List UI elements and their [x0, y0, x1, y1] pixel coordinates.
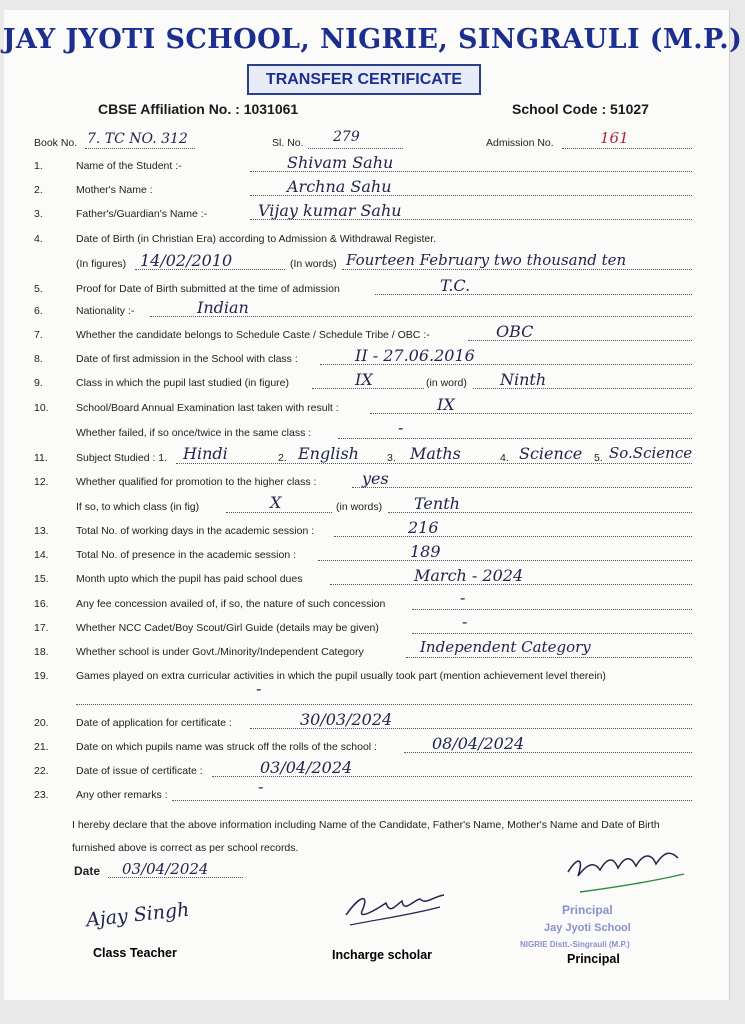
sl-value: 279: [333, 129, 360, 145]
field-number: 2.: [34, 184, 43, 196]
sub-label: If so, to which class (in fig): [76, 501, 200, 513]
field-label: Date of application for certificate :: [76, 717, 232, 729]
field-label: Games played on extra curricular activities in which the pupil usually took part (mention achievement level therein): [76, 670, 606, 682]
first-admission: II - 27.06.2016: [355, 346, 475, 365]
field-number: 10.: [34, 402, 49, 414]
field-number: 11.: [34, 452, 48, 464]
words-label: (In words): [290, 258, 337, 270]
field-number: 4.: [34, 233, 43, 245]
field-number: 15.: [34, 573, 49, 585]
school-category: Independent Category: [420, 638, 591, 656]
sl-label: Sl. No.: [272, 137, 304, 149]
affiliation-number: CBSE Affiliation No. : 1031061: [98, 101, 299, 117]
ncc-scout: -: [462, 612, 468, 631]
dues-paid-month: March - 2024: [414, 566, 524, 585]
dob-figures: 14/02/2010: [140, 251, 233, 270]
field-label: Date on which pupils name was struck off the rolls of the school :: [76, 741, 377, 753]
field-number: 12.: [34, 476, 49, 488]
field-label: Total No. of presence in the academic session :: [76, 549, 297, 561]
field-number: 5.: [34, 283, 43, 295]
stamp-address: NIGRIE Distt.-Singrauli (M.P.): [520, 940, 630, 949]
last-class-figure: IX: [355, 370, 373, 389]
last-exam: IX: [437, 395, 455, 414]
failed-value: -: [398, 418, 404, 437]
field-number: 20.: [34, 717, 49, 729]
sub-label: Whether failed, if so once/twice in the same class :: [76, 427, 312, 439]
subject-1: Hindi: [183, 444, 228, 463]
declaration-text: I hereby declare that the above information including Name of the Candidate, Father's Name, Mother's Name and Date of Birth furnished above is correct as per school records.: [72, 819, 660, 854]
principal-label: Principal: [567, 952, 620, 966]
subject-number: 2.: [278, 452, 287, 464]
sub-label: (in word): [426, 377, 467, 389]
field-label: Proof for Date of Birth submitted at the time of admission: [76, 283, 340, 295]
other-remarks: -: [258, 777, 264, 796]
subject-3: Maths: [410, 444, 461, 463]
class-teacher-signature: Ajay Singh: [85, 898, 191, 932]
field-number: 21.: [34, 741, 49, 753]
field-label: School/Board Annual Examination last taken with result :: [76, 402, 339, 414]
certificate-title: TRANSFER CERTIFICATE: [247, 64, 481, 95]
field-label: Date of first admission in the School with class :: [76, 353, 298, 365]
field-label: Father's/Guardian's Name :-: [76, 208, 208, 220]
book-value: 7. TC NO. 312: [87, 131, 188, 147]
field-number: 17.: [34, 622, 49, 634]
field-number: 8.: [34, 353, 43, 365]
subject-number: 4.: [500, 452, 509, 464]
field-number: 19.: [34, 670, 49, 682]
field-number: 16.: [34, 598, 49, 610]
field-label: Any other remarks :: [76, 789, 168, 801]
date-value: 03/04/2024: [122, 860, 209, 878]
book-label: Book No.: [34, 137, 78, 149]
student-name: Shivam Sahu: [287, 153, 394, 172]
field-number: 1.: [34, 160, 43, 172]
admission-value: 161: [600, 129, 629, 147]
field-number: 22.: [34, 765, 49, 777]
field-label: Nationality :-: [76, 305, 135, 317]
incharge-label: Incharge scholar: [332, 948, 433, 962]
field-label: Name of the Student :-: [76, 160, 182, 172]
struck-off-date: 08/04/2024: [432, 734, 525, 753]
figures-label: (In figures): [76, 258, 127, 270]
field-number: 13.: [34, 525, 49, 537]
class-teacher-label: Class Teacher: [93, 946, 177, 960]
field-label: Any fee concession availed of, if so, the nature of such concession: [76, 598, 386, 610]
subject-4: Science: [519, 444, 583, 463]
field-number: 14.: [34, 549, 49, 561]
field-number: 7.: [34, 329, 43, 341]
issue-date: 03/04/2024: [260, 758, 353, 777]
subject-number: 3.: [387, 452, 396, 464]
school-name: JAY JYOTI SCHOOL, NIGRIE, SINGRAULI (M.P.): [2, 24, 743, 55]
field-label: Whether qualified for promotion to the higher class :: [76, 476, 317, 488]
school-code: School Code : 51027: [512, 101, 649, 117]
subject-5: So.Science: [609, 444, 693, 462]
date-label: Date: [74, 864, 101, 878]
promotion-class-figure: X: [270, 493, 282, 512]
field-number: 3.: [34, 208, 43, 220]
promotion-class-words: Tenth: [414, 494, 460, 513]
field-label: Class in which the pupil last studied (in figure): [76, 377, 290, 389]
field-label: Date of Birth (in Christian Era) according to Admission & Withdrawal Register.: [76, 233, 437, 245]
incharge-signature: [340, 885, 460, 935]
stamp-title: Principal: [562, 903, 613, 917]
fee-concession: -: [460, 588, 466, 607]
working-days: 216: [408, 518, 439, 537]
promotion-qualified: yes: [362, 469, 389, 488]
stamp-school: Jay Jyoti School: [544, 922, 631, 934]
field-number: 23.: [34, 789, 49, 801]
nationality: Indian: [197, 298, 249, 317]
field-label: Whether the candidate belongs to Schedule Caste / Schedule Tribe / OBC :-: [76, 329, 430, 341]
dob-words: Fourteen February two thousand ten: [346, 251, 627, 269]
subject-2: English: [298, 444, 359, 463]
sub-label: (in words): [336, 501, 383, 513]
field-label: Subject Studied : 1.: [76, 452, 168, 464]
field-label: Mother's Name :: [76, 184, 153, 196]
field-label: Whether NCC Cadet/Boy Scout/Girl Guide (details may be given): [76, 622, 379, 634]
last-class-words: Ninth: [500, 370, 547, 389]
field-number: 18.: [34, 646, 49, 658]
admission-label: Admission No.: [486, 137, 554, 149]
field-number: 9.: [34, 377, 43, 389]
field-label: Total No. of working days in the academic session :: [76, 525, 315, 537]
field-label: Month upto which the pupil has paid school dues: [76, 573, 303, 585]
dob-proof: T.C.: [440, 276, 471, 295]
category: OBC: [496, 322, 534, 341]
games-played: -: [256, 679, 262, 698]
field-number: 6.: [34, 305, 43, 317]
principal-signature: [560, 848, 690, 898]
application-date: 30/03/2024: [300, 710, 393, 729]
field-label: Whether school is under Govt./Minority/Independent Category: [76, 646, 364, 658]
father-name: Vijay kumar Sahu: [258, 201, 402, 220]
field-label: Date of issue of certificate :: [76, 765, 203, 777]
mother-name: Archna Sahu: [287, 177, 392, 196]
subject-number: 5.: [594, 452, 603, 464]
presence-days: 189: [410, 542, 441, 561]
